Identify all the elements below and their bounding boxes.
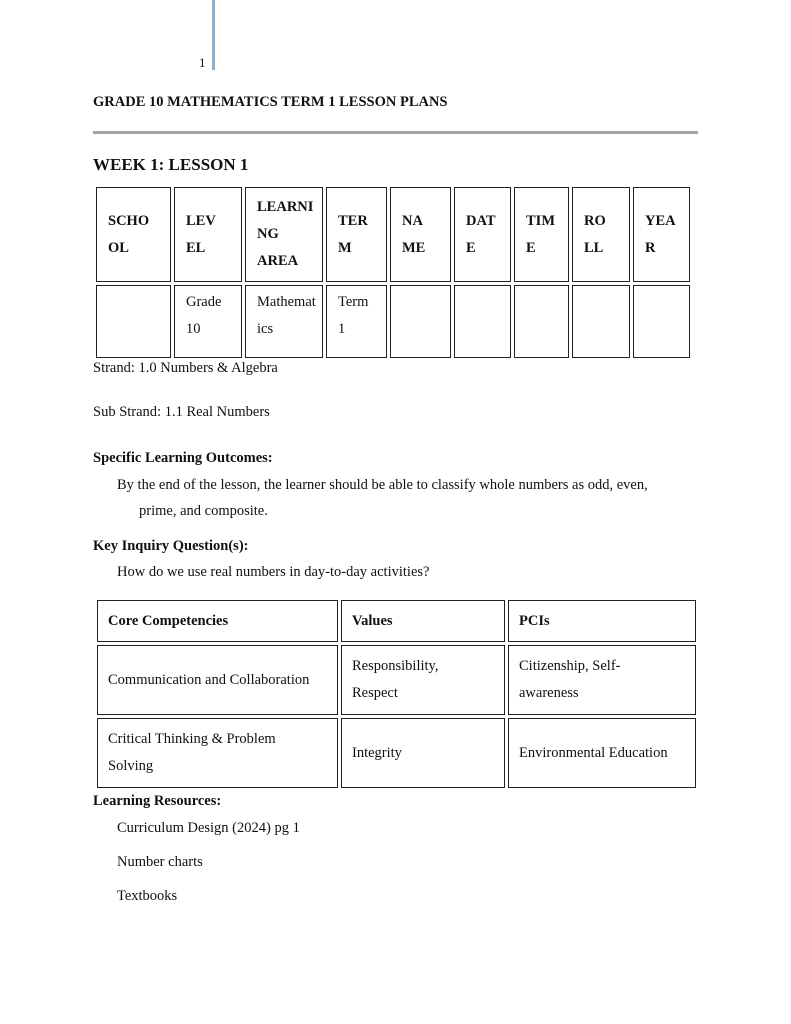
cell-text: LEV xyxy=(186,212,216,229)
cell-text: Communication and Collaboration xyxy=(108,671,310,688)
table-row xyxy=(97,718,696,788)
header-rule xyxy=(212,0,215,70)
slo-text-line2: prime, and composite. xyxy=(139,503,268,519)
info-value-cell xyxy=(96,285,171,358)
slo-text-line1: By the end of the lesson, the learner should be able to classify whole numbers as odd, even, xyxy=(117,477,648,493)
week-title: WEEK 1: LESSON 1 xyxy=(93,155,249,174)
document-title: GRADE 10 MATHEMATICS TERM 1 LESSON PLANS xyxy=(93,94,448,110)
info-value-cell xyxy=(326,285,387,358)
cell-text: NA xyxy=(402,212,423,229)
cell-text: Integrity xyxy=(352,744,402,761)
cell-text: LL xyxy=(584,239,604,256)
cell-text: AREA xyxy=(257,253,299,269)
cell-text: R xyxy=(645,239,656,256)
cell-text: EL xyxy=(186,239,206,256)
cell-text: 1 xyxy=(338,321,346,337)
competencies-table xyxy=(94,597,699,791)
competencies-cell xyxy=(97,645,338,715)
info-value-cell xyxy=(572,285,630,358)
cell-text: Mathemat xyxy=(257,294,316,310)
page-number: 1 xyxy=(199,55,206,70)
info-header-cell xyxy=(245,187,323,282)
cell-text: Responsibility, xyxy=(352,658,439,674)
cell-text: Solving xyxy=(108,758,154,774)
cell-text: ME xyxy=(402,239,426,256)
kiq-heading: Key Inquiry Question(s): xyxy=(93,538,249,554)
info-header-cell xyxy=(514,187,569,282)
title-divider xyxy=(93,131,698,134)
cell-text: RO xyxy=(584,212,606,229)
sub-strand: Sub Strand: 1.1 Real Numbers xyxy=(93,404,270,420)
info-value-cell xyxy=(174,285,242,358)
info-header-cell xyxy=(96,187,171,282)
competencies-cell xyxy=(341,645,505,715)
info-value-cell xyxy=(454,285,511,358)
cell-text: Environmental Education xyxy=(519,744,668,761)
info-header-cell xyxy=(454,187,511,282)
slo-heading: Specific Learning Outcomes: xyxy=(93,450,273,466)
info-header-cell xyxy=(633,187,690,282)
kiq-text: How do we use real numbers in day-to-day activities? xyxy=(117,564,430,580)
info-value-cell xyxy=(245,285,323,358)
cell-text: Respect xyxy=(352,685,398,701)
cell-text: OL xyxy=(108,239,129,256)
learning-resources-heading: Learning Resources: xyxy=(93,793,222,809)
competencies-cell xyxy=(508,718,696,788)
competencies-cell xyxy=(341,718,505,788)
cell-text: ics xyxy=(257,321,274,337)
list-item: Number charts xyxy=(117,854,203,870)
cell-text: Grade xyxy=(186,294,222,310)
cell-text: awareness xyxy=(519,685,579,701)
competencies-cell xyxy=(508,645,696,715)
info-header-cell xyxy=(390,187,451,282)
cell-text: TER xyxy=(338,212,368,229)
competencies-header-cell: Values xyxy=(341,600,505,642)
info-value-cell xyxy=(633,285,690,358)
cell-text: E xyxy=(526,239,536,256)
cell-text: NG xyxy=(257,226,279,242)
lesson-info-table xyxy=(93,184,693,361)
cell-text: Citizenship, Self- xyxy=(519,658,621,674)
list-item: Curriculum Design (2024) pg 1 xyxy=(117,820,300,836)
info-value-cell xyxy=(390,285,451,358)
list-item: Textbooks xyxy=(117,888,178,904)
cell-text: Critical Thinking & Problem xyxy=(108,731,276,747)
table-row xyxy=(97,645,696,715)
competencies-cell xyxy=(97,718,338,788)
cell-text: TIM xyxy=(526,212,555,229)
cell-text: DAT xyxy=(466,212,496,229)
cell-text: LEARNI xyxy=(257,199,314,215)
cell-text: SCHO xyxy=(108,212,150,229)
cell-text: M xyxy=(338,239,352,256)
cell-text: Term xyxy=(338,294,369,310)
info-header-cell xyxy=(326,187,387,282)
info-header-cell xyxy=(572,187,630,282)
info-value-cell xyxy=(514,285,569,358)
competencies-header-cell: Core Competencies xyxy=(97,600,338,642)
cell-text: E xyxy=(466,239,476,256)
strand: Strand: 1.0 Numbers & Algebra xyxy=(93,360,278,376)
cell-text: YEA xyxy=(645,212,676,229)
info-header-cell xyxy=(174,187,242,282)
cell-text: 10 xyxy=(186,321,201,337)
competencies-header-cell: PCIs xyxy=(508,600,696,642)
